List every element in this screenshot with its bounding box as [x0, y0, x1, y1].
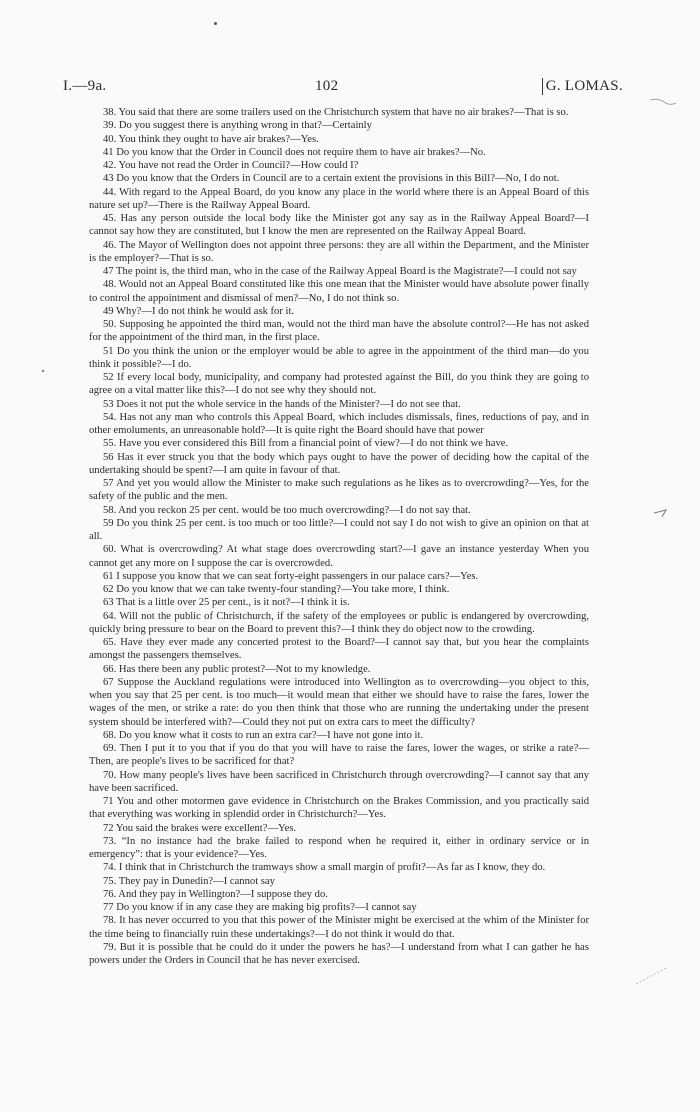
testimony-paragraph: 77 Do you know if in any case they are making big profits?—I cannot say: [103, 902, 417, 913]
testimony-paragraph: 41 Do you know that the Order in Council does not require them to have air brakes?—No.: [103, 146, 486, 158]
testimony-paragraph: 52 If every local body, municipality, and company had protested against the Bill, do you think they are going to agree on a vital matter like this?—I do not see why they should not.: [89, 372, 589, 397]
testimony-paragraph: 43 Do you know that the Orders in Council are to a certain extent the provisions in this Bill?—No, I do not.: [103, 173, 560, 185]
testimony-paragraph: 53 Does it not put the whole service in the hands of the Minister?—I do not see that.: [103, 398, 461, 410]
testimony-paragraph: 73. “In no instance had the brake failed to respond when he required it, either in ordinary service or in emergency”: that is your evidence?—Yes.: [89, 835, 589, 860]
testimony-paragraph: 74. I think that in Christchurch the tramways show a small margin of profit?—As far as I know, they do.: [103, 862, 546, 874]
testimony-paragraph: 66. Has there been any public protest?—Not to my knowledge.: [103, 663, 371, 675]
page-number: 102: [315, 78, 339, 94]
testimony-paragraph: 42. You have not read the Order in Council?—How could I?: [103, 160, 359, 171]
witness-name: G. LOMAS.: [542, 78, 623, 95]
testimony-paragraph: 63 That is a little over 25 per cent., is it not?—I think it is.: [103, 597, 350, 609]
testimony-text: [89, 106, 589, 967]
margin-dot-mark: [40, 368, 46, 374]
document-reference: I.—9a.: [63, 78, 107, 94]
testimony-paragraph: 67 Suppose the Auckland regulations were introduced into Wellington as to overcrowding—you object to this, when you say that 25 per cent. is too much—it would mean that either we should have to raise the fares, lower the wages of the men, or strike a rate: do you then think that those who are running the undertaking under the present system should be interfered with?—Could they not put on extra cars to meet the difficulty?: [89, 676, 589, 728]
ink-dot: [214, 22, 217, 25]
testimony-paragraph: 60. What is overcrowding? At what stage does overcrowding start?—I gave an instance yesterday When you cannot get any more on I suppose the car is overcrowded.: [89, 544, 589, 569]
testimony-paragraph: 50. Supposing he appointed the third man, would not the third man have the absolute control?—He has not asked for the appointment of the third man, in the first place.: [89, 319, 589, 344]
testimony-paragraph: 78. It has never occurred to you that this power of the Minister might be exercised at the whim of the Minister for the time being to financially ruin these undertakings?—I do not think it would do that.: [89, 915, 589, 940]
testimony-paragraph: 72 You said the brakes were excellent?—Yes.: [103, 822, 297, 834]
testimony-paragraph: 69. Then I put it to you that if you do that you will have to raise the fares, lower the wages, or strike a rate?—Then, are people's lives to be sacrificed for that?: [89, 743, 589, 768]
margin-tick-mark: [652, 505, 678, 519]
testimony-paragraph: 46. The Mayor of Wellington does not appoint three persons: they are all within the Department, and the Minister is the employer?—That is so.: [89, 239, 589, 264]
testimony-paragraph: 38. You said that there are some trailers used on the Christchurch system that have no air brakes?—That is so.: [103, 107, 569, 118]
testimony-paragraph: 65. Have they ever made any concerted protest to the Board?—I cannot say that, but you hear the complaints amongst the passengers themselves.: [89, 637, 589, 662]
testimony-paragraph: 62 Do you know that we can take twenty-four standing?—You take more, I think.: [103, 584, 450, 595]
testimony-paragraph: 51 Do you think the union or the employer would be able to agree in the appointment of the third man—do you think it possible?—I do.: [89, 345, 589, 370]
testimony-paragraph: 68. Do you know what it costs to run an extra car?—I have not gone into it.: [103, 729, 424, 741]
testimony-paragraph: 40. You think they ought to have air brakes?—Yes.: [103, 133, 319, 145]
testimony-paragraph: 59 Do you think 25 per cent. is too much or too little?—I could not say I do not wish to give an opinion on that at all.: [89, 517, 589, 542]
testimony-paragraph: 47 The point is, the third man, who in the case of the Railway Appeal Board is the Magistrate?—I could not say: [103, 266, 577, 277]
testimony-paragraph: 45. Has any person outside the local body like the Minister got any say as in the Railway Appeal Board?—I cannot say how they are constituted, but I know the men are represented on the Railway Appeal Board.: [89, 213, 589, 238]
testimony-paragraph: 55. Have you ever considered this Bill from a financial point of view?—I do not think we have.: [103, 438, 509, 450]
testimony-paragraph: 79. But it is possible that he could do it under the powers he has?—I understand from what I can gather he has powers under the Orders in Council that he has never exercised.: [89, 941, 589, 966]
testimony-paragraph: 64. Will not the public of Christchurch, if the safety of the employees or public is endangered by overcrowding, quickly bring pressure to bear on the Board to prevent this?—I think they do object now to the crowding.: [89, 610, 589, 635]
testimony-paragraph: 61 I suppose you know that we can seat forty-eight passengers in our palace cars?—Yes.: [103, 570, 479, 582]
testimony-paragraph: 70. How many people's lives have been sacrificed in Christchurch through overcrowding?—I cannot say that any have been sacrificed.: [89, 769, 589, 794]
testimony-paragraph: 48. Would not an Appeal Board constituted like this one mean that the Minister would have absolute power finally to control the appointment and dismissal of men?—No, I do not think so.: [89, 279, 589, 304]
margin-pencil-mark: [632, 948, 672, 988]
testimony-paragraph: 56 Has it ever struck you that the body which pays ought to have the power of deciding how the capital of the undertaking should be spent?—I am quite in favour of that.: [89, 451, 589, 476]
testimony-paragraph: 75. They pay in Dunedin?—I cannot say: [103, 875, 275, 887]
testimony-paragraph: 44. With regard to the Appeal Board, do you know any place in the world where there is an Appeal Board of this nature set up?—There is the Railway Appeal Board.: [89, 186, 589, 211]
testimony-paragraph: 39. Do you suggest there is anything wrong in that?—Certainly: [103, 120, 372, 132]
testimony-paragraph: 76. And they pay in Wellington?—I suppose they do.: [103, 888, 328, 900]
margin-scratch-mark: [648, 96, 678, 106]
testimony-paragraph: 71 You and other motormen gave evidence in Christchurch on the Brakes Commission, and you practically said that everything was working in splendid order in Christchurch?—Yes.: [89, 796, 589, 821]
testimony-paragraph: 57 And yet you would allow the Minister to make such regulations as he likes as to overcrowding?—Yes, for the safety of the public and the men.: [89, 478, 589, 503]
testimony-paragraph: 49 Why?—I do not think he would ask for it.: [103, 305, 295, 317]
testimony-paragraph: 54. Has not any man who controls this Appeal Board, which includes dismissals, fines, reductions of pay, and in other emoluments, an unreasonable hold?—It is quite right the Board should have that power: [89, 411, 589, 436]
testimony-paragraph: 58. And you reckon 25 per cent. would be too much overcrowding?—I do not say that.: [103, 504, 471, 516]
page-header: [63, 78, 623, 100]
